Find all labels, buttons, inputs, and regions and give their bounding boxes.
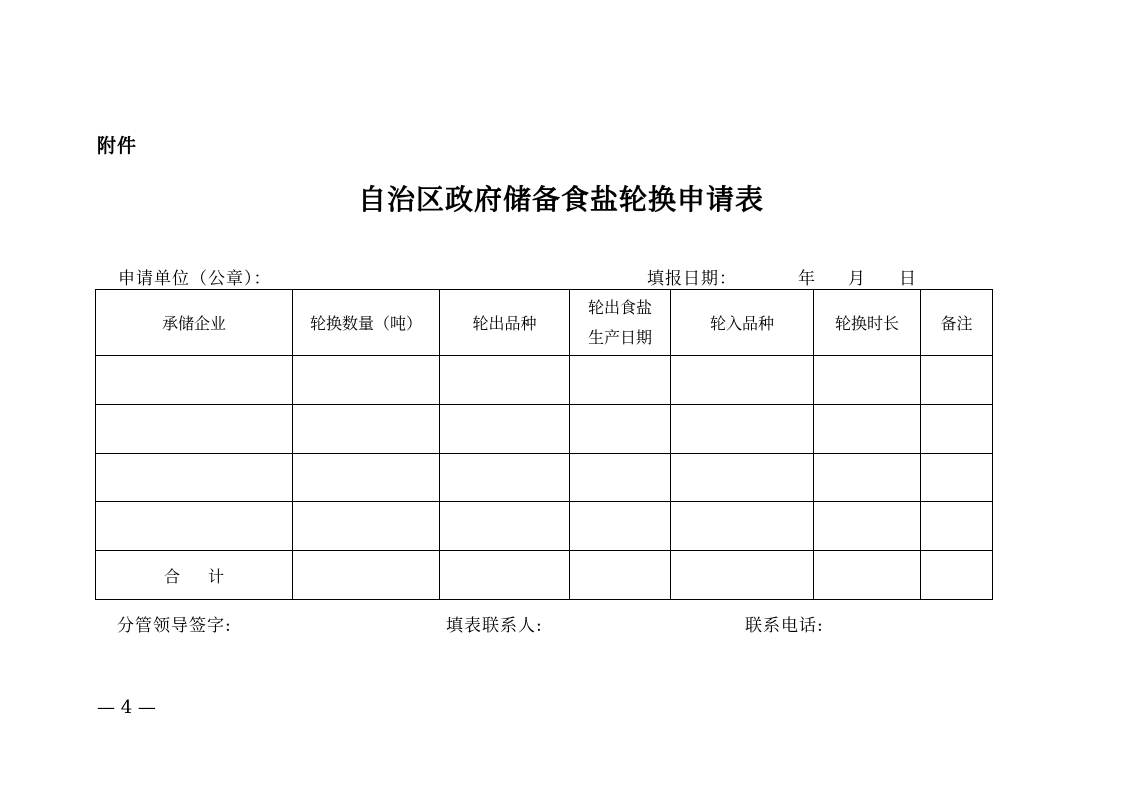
- date-month-label: 月: [848, 269, 865, 289]
- cell-enterprise[interactable]: [96, 356, 293, 405]
- cell-quantity[interactable]: [293, 404, 440, 453]
- cell-in-variety[interactable]: [671, 404, 814, 453]
- cell-quantity[interactable]: [293, 502, 440, 551]
- cell-remarks[interactable]: [921, 453, 993, 502]
- cell-enterprise[interactable]: [96, 502, 293, 551]
- cell-quantity[interactable]: [293, 356, 440, 405]
- total-row: [96, 551, 993, 600]
- table-row: [96, 356, 993, 405]
- applicant-unit-label: 申请单位（公章）：: [118, 269, 272, 289]
- total-label: 合计: [96, 551, 293, 600]
- report-date-label: 填报日期：: [647, 269, 737, 289]
- attachment-label: 附件: [97, 135, 138, 157]
- cell-remarks[interactable]: [921, 502, 993, 551]
- cell-duration[interactable]: [814, 404, 921, 453]
- total-out-variety-cell[interactable]: [440, 551, 570, 600]
- header-quantity: 轮换数量（吨）: [293, 290, 440, 356]
- header-duration: 轮换时长: [814, 290, 921, 356]
- table-row: [96, 404, 993, 453]
- table-row: [96, 453, 993, 502]
- total-quantity-cell[interactable]: [293, 551, 440, 600]
- cell-enterprise[interactable]: [96, 404, 293, 453]
- cell-in-variety[interactable]: [671, 356, 814, 405]
- header-enterprise: 承储企业: [96, 290, 293, 356]
- cell-out-variety[interactable]: [440, 502, 570, 551]
- cell-quantity[interactable]: [293, 453, 440, 502]
- header-out-date-line1: 轮出食盐: [587, 297, 652, 317]
- cell-remarks[interactable]: [921, 356, 993, 405]
- total-remarks-cell[interactable]: [921, 551, 993, 600]
- cell-in-variety[interactable]: [671, 502, 814, 551]
- total-in-variety-cell[interactable]: [671, 551, 814, 600]
- cell-out-date[interactable]: [570, 356, 671, 405]
- header-out-production-date: [570, 290, 671, 356]
- cell-out-date[interactable]: [570, 502, 671, 551]
- cell-duration[interactable]: [814, 356, 921, 405]
- date-year-label: 年: [798, 269, 815, 289]
- page-number: — 4 —: [97, 697, 156, 718]
- leader-signature-label: 分管领导签字:: [117, 616, 232, 636]
- cell-out-date[interactable]: [570, 404, 671, 453]
- cell-out-variety[interactable]: [440, 453, 570, 502]
- contact-person-label: 填表联系人:: [446, 616, 543, 636]
- cell-enterprise[interactable]: [96, 453, 293, 502]
- form-title: 自治区政府储备食盐轮换申请表: [357, 183, 764, 216]
- cell-remarks[interactable]: [921, 404, 993, 453]
- cell-duration[interactable]: [814, 502, 921, 551]
- date-day-label: 日: [899, 269, 916, 289]
- cell-out-date[interactable]: [570, 453, 671, 502]
- cell-out-variety[interactable]: [440, 404, 570, 453]
- rotation-application-table: [95, 289, 993, 600]
- total-out-date-cell[interactable]: [570, 551, 671, 600]
- cell-out-variety[interactable]: [440, 356, 570, 405]
- contact-phone-label: 联系电话:: [745, 616, 824, 636]
- total-duration-cell[interactable]: [814, 551, 921, 600]
- header-remarks: 备注: [921, 290, 993, 356]
- cell-in-variety[interactable]: [671, 453, 814, 502]
- header-out-date-line2: 生产日期: [587, 327, 652, 347]
- table-row: [96, 502, 993, 551]
- header-out-variety: 轮出品种: [440, 290, 570, 356]
- header-in-variety: 轮入品种: [671, 290, 814, 356]
- table-header-row: [96, 290, 993, 356]
- cell-duration[interactable]: [814, 453, 921, 502]
